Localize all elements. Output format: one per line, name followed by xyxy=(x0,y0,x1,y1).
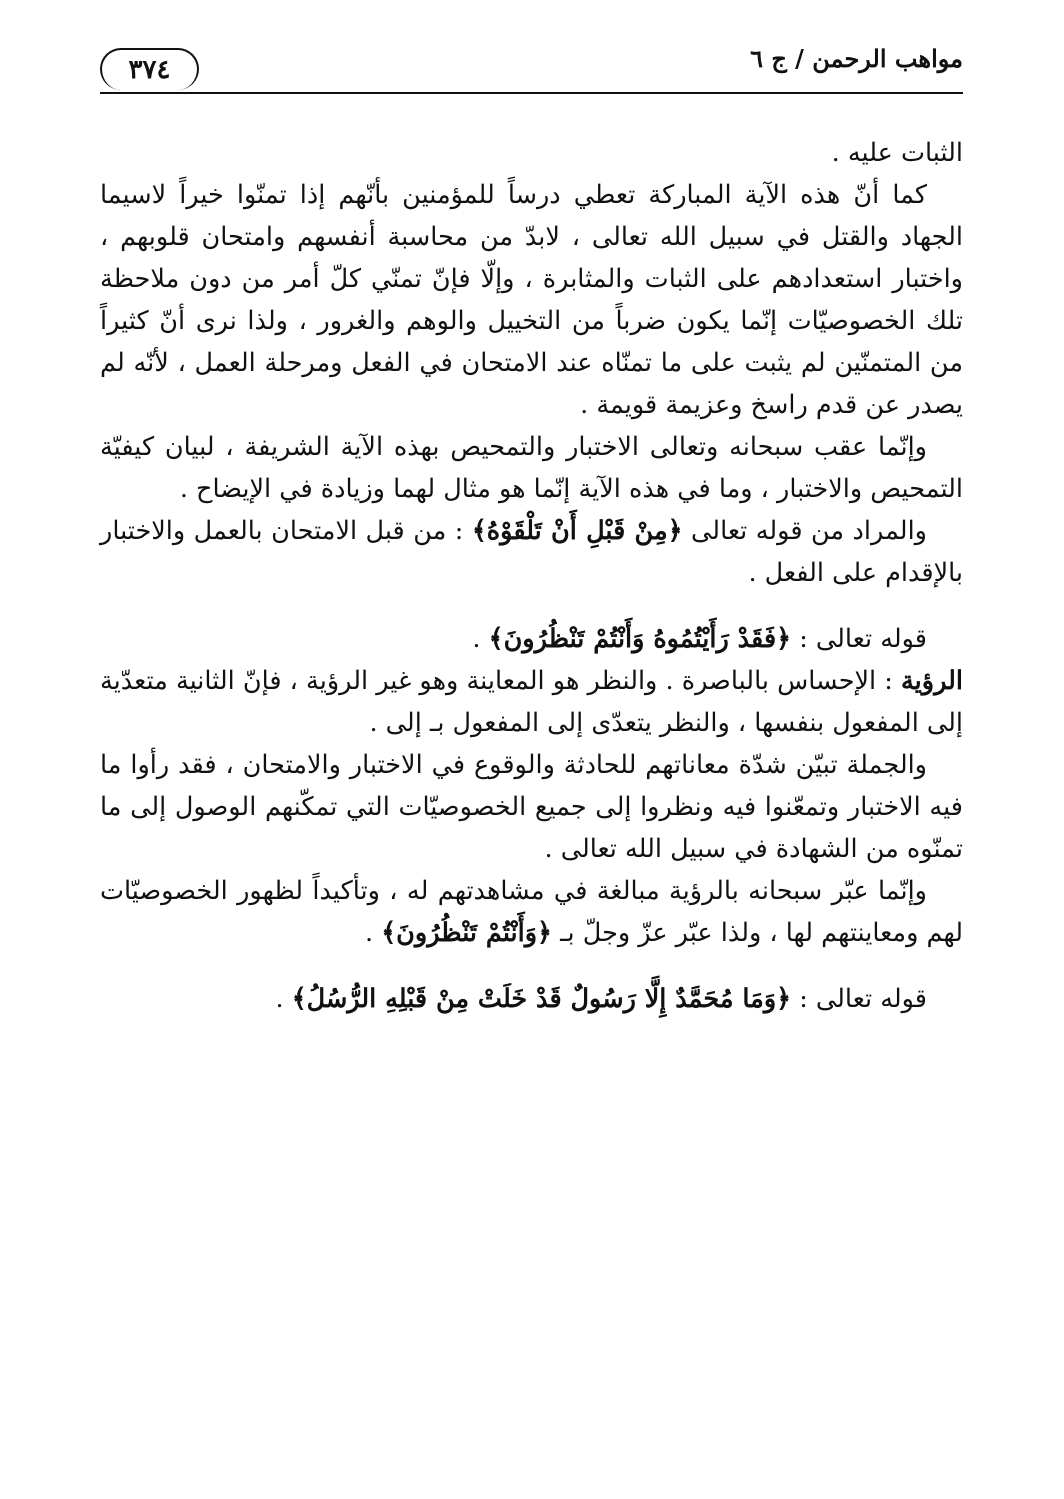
verse-heading-1 xyxy=(100,618,963,660)
paragraph-1: الثبات عليه . xyxy=(831,138,963,168)
paragraph-4 xyxy=(100,510,963,594)
page-header xyxy=(100,38,963,94)
paragraph-2: كما أنّ هذه الآية المباركة تعطي درساً للمؤمنين بأنّهم إذا تمنّوا خيراً لاسيما الجهاد والقتل في سبيل الله تعالى ، لابدّ من محاسبة أنفسهم وامتحان قلوبهم ، واختبار استعدادهم على الثبات والمثابرة ، وإلّا فإنّ تمنّي كلّ أمر من دون ملاحظة تلك الخصوصيّات إنّما يكون ضرباً من التخييل والوهم والغرور ، ولذا نرى أنّ كثيراً من المتمنّين لم يثبت على ما تمنّاه عند الامتحان في الفعل ومرحلة العمل ، لأنّه لم يصدر عن قدم راسخ وعزيمة قويمة . xyxy=(100,180,963,420)
paragraph-6 xyxy=(100,660,963,744)
verse-heading-end: . xyxy=(472,624,489,654)
verse-heading-label: قوله تعالى : xyxy=(791,624,927,654)
paragraph-8-text-before: وإنّما عبّر سبحانه بالرؤية مبالغة في مشاهدتهم له ، وتأكيداً لظهور الخصوصيّات لهم ومعاينتهم لها ، ولذا عبّر عزّ وجلّ بـ xyxy=(100,876,963,948)
verse-heading-label: قوله تعالى : xyxy=(791,984,927,1014)
verse-heading-end: . xyxy=(275,984,292,1014)
paragraph-4-text-after: : من قبل الامتحان بالعمل والاختبار بالإقدام على الفعل . xyxy=(100,516,963,588)
running-title: مواهب الرحمن / ج ٦ xyxy=(750,44,963,73)
defined-term: الرؤية xyxy=(900,666,963,696)
paragraph-8 xyxy=(100,870,963,954)
page-number: ٣٧٤ xyxy=(100,48,199,90)
page-body xyxy=(100,132,963,1020)
quran-verse: ﴿فَقَدْ رَأَيْتُمُوهُ وَأَنْتُمْ تَنْظُرُونَ﴾ xyxy=(488,624,792,654)
paragraph-7: والجملة تبيّن شدّة معاناتهم للحادثة والوقوع في الاختبار والامتحان ، فقد رأوا ما فيه الاختبار وتمعّنوا فيه ونظروا إلى جميع الخصوصيّات التي تمكّنهم الوصول إلى ما تمنّوه من الشهادة في سبيل الله تعالى . xyxy=(100,750,963,864)
quran-verse: ﴿مِنْ قَبْلِ أَنْ تَلْقَوْهُ﴾ xyxy=(471,516,683,546)
paragraph-3: وإنّما عقب سبحانه وتعالى الاختبار والتمحيص بهذه الآية الشريفة ، لبيان كيفيّة التمحيص والاختبار ، وما في هذه الآية إنّما هو مثال لهما وزيادة في الإيضاح . xyxy=(100,432,963,504)
paragraph-8-text-after: . xyxy=(365,918,382,948)
quran-verse: ﴿وَأَنْتُمْ تَنْظُرُونَ﴾ xyxy=(381,918,552,948)
paragraph-4-text-before: والمراد من قوله تعالى xyxy=(682,516,927,546)
quran-verse: ﴿وَمَا مُحَمَّدٌ إِلَّا رَسُولٌ قَدْ خَلَتْ مِنْ قَبْلِهِ الرُّسُلُ﴾ xyxy=(291,984,792,1014)
verse-heading-2 xyxy=(100,978,963,1020)
definition-text: : الإحساس بالباصرة . والنظر هو المعاينة وهو غير الرؤية ، فإنّ الثانية متعدّية إلى المفعول بنفسها ، والنظر يتعدّى إلى المفعول بـ إلى . xyxy=(100,666,963,738)
